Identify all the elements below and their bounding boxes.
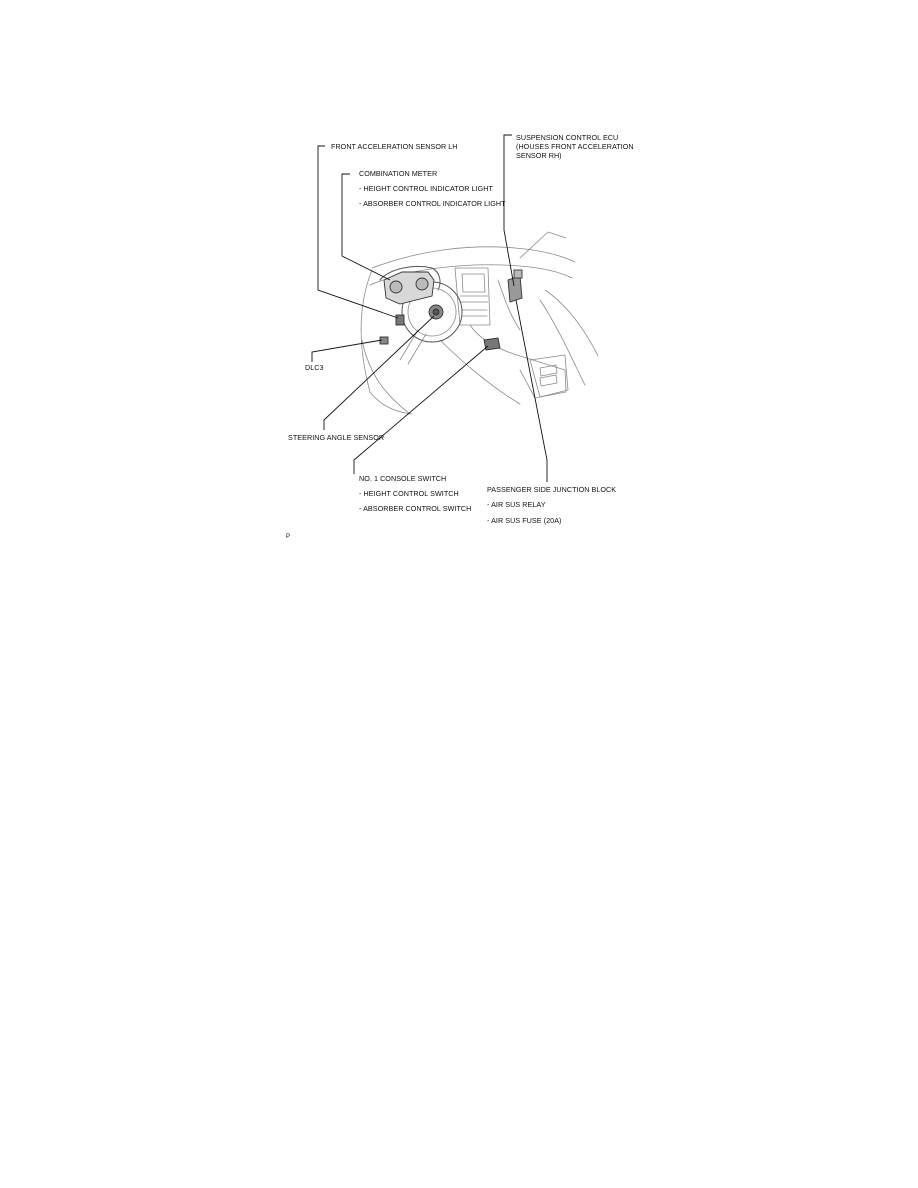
- center-stack: [455, 268, 490, 325]
- left-body-line: [361, 270, 372, 392]
- suspension-ecu-bracket: [514, 270, 522, 278]
- leader-suspension-ecu: [504, 135, 514, 286]
- label-passenger-side-junction-block: PASSENGER SIDE JUNCTION BLOCK: [487, 485, 617, 494]
- console-vent-2: [540, 375, 557, 386]
- suspension-ecu-part: [508, 276, 522, 302]
- label-air-sus-fuse: - AIR SUS FUSE (20A): [487, 516, 562, 525]
- meter-dial-right: [416, 278, 428, 290]
- front-accel-sensor-lh-part: [396, 315, 404, 325]
- leader-dlc3: [312, 340, 382, 362]
- leader-steering-angle: [324, 316, 434, 430]
- leader-console-switch: [354, 346, 488, 474]
- meter-dial-left: [390, 281, 402, 293]
- label-no1-console-switch: NO. 1 CONSOLE SWITCH: [359, 474, 447, 483]
- label-dlc3: DLC3: [305, 363, 324, 372]
- label-suspension-ecu-houses: (HOUSES FRONT ACCELERATION: [516, 142, 634, 151]
- center-console: [470, 325, 566, 398]
- label-steering-angle-sensor: STEERING ANGLE SENSOR: [288, 433, 385, 442]
- label-height-control-switch: - HEIGHT CONTROL SWITCH: [359, 489, 459, 498]
- label-suspension-control-ecu: SUSPENSION CONTROL ECU: [516, 133, 619, 142]
- label-absorber-control-indicator-light: - ABSORBER CONTROL INDICATOR LIGHT: [359, 199, 506, 208]
- right-door-line-2: [540, 300, 585, 385]
- label-absorber-control-switch: - ABSORBER CONTROL SWITCH: [359, 504, 472, 513]
- console-switch-part: [484, 338, 500, 350]
- figure-code: P: [286, 534, 291, 540]
- label-combination-meter: COMBINATION METER: [359, 169, 438, 178]
- floor-line: [440, 340, 520, 404]
- label-air-sus-relay: - AIR SUS RELAY: [487, 500, 546, 509]
- label-front-acceleration-sensor-lh: FRONT ACCELERATION SENSOR LH: [331, 142, 458, 151]
- steering-hub: [433, 309, 439, 315]
- center-vents: [460, 296, 488, 316]
- label-height-control-indicator-light: - HEIGHT CONTROL INDICATOR LIGHT: [359, 184, 493, 193]
- right-pillar: [520, 232, 566, 258]
- label-suspension-ecu-sensor-rh: SENSOR RH): [516, 151, 562, 160]
- right-door-line: [545, 290, 598, 356]
- center-screen: [462, 274, 485, 292]
